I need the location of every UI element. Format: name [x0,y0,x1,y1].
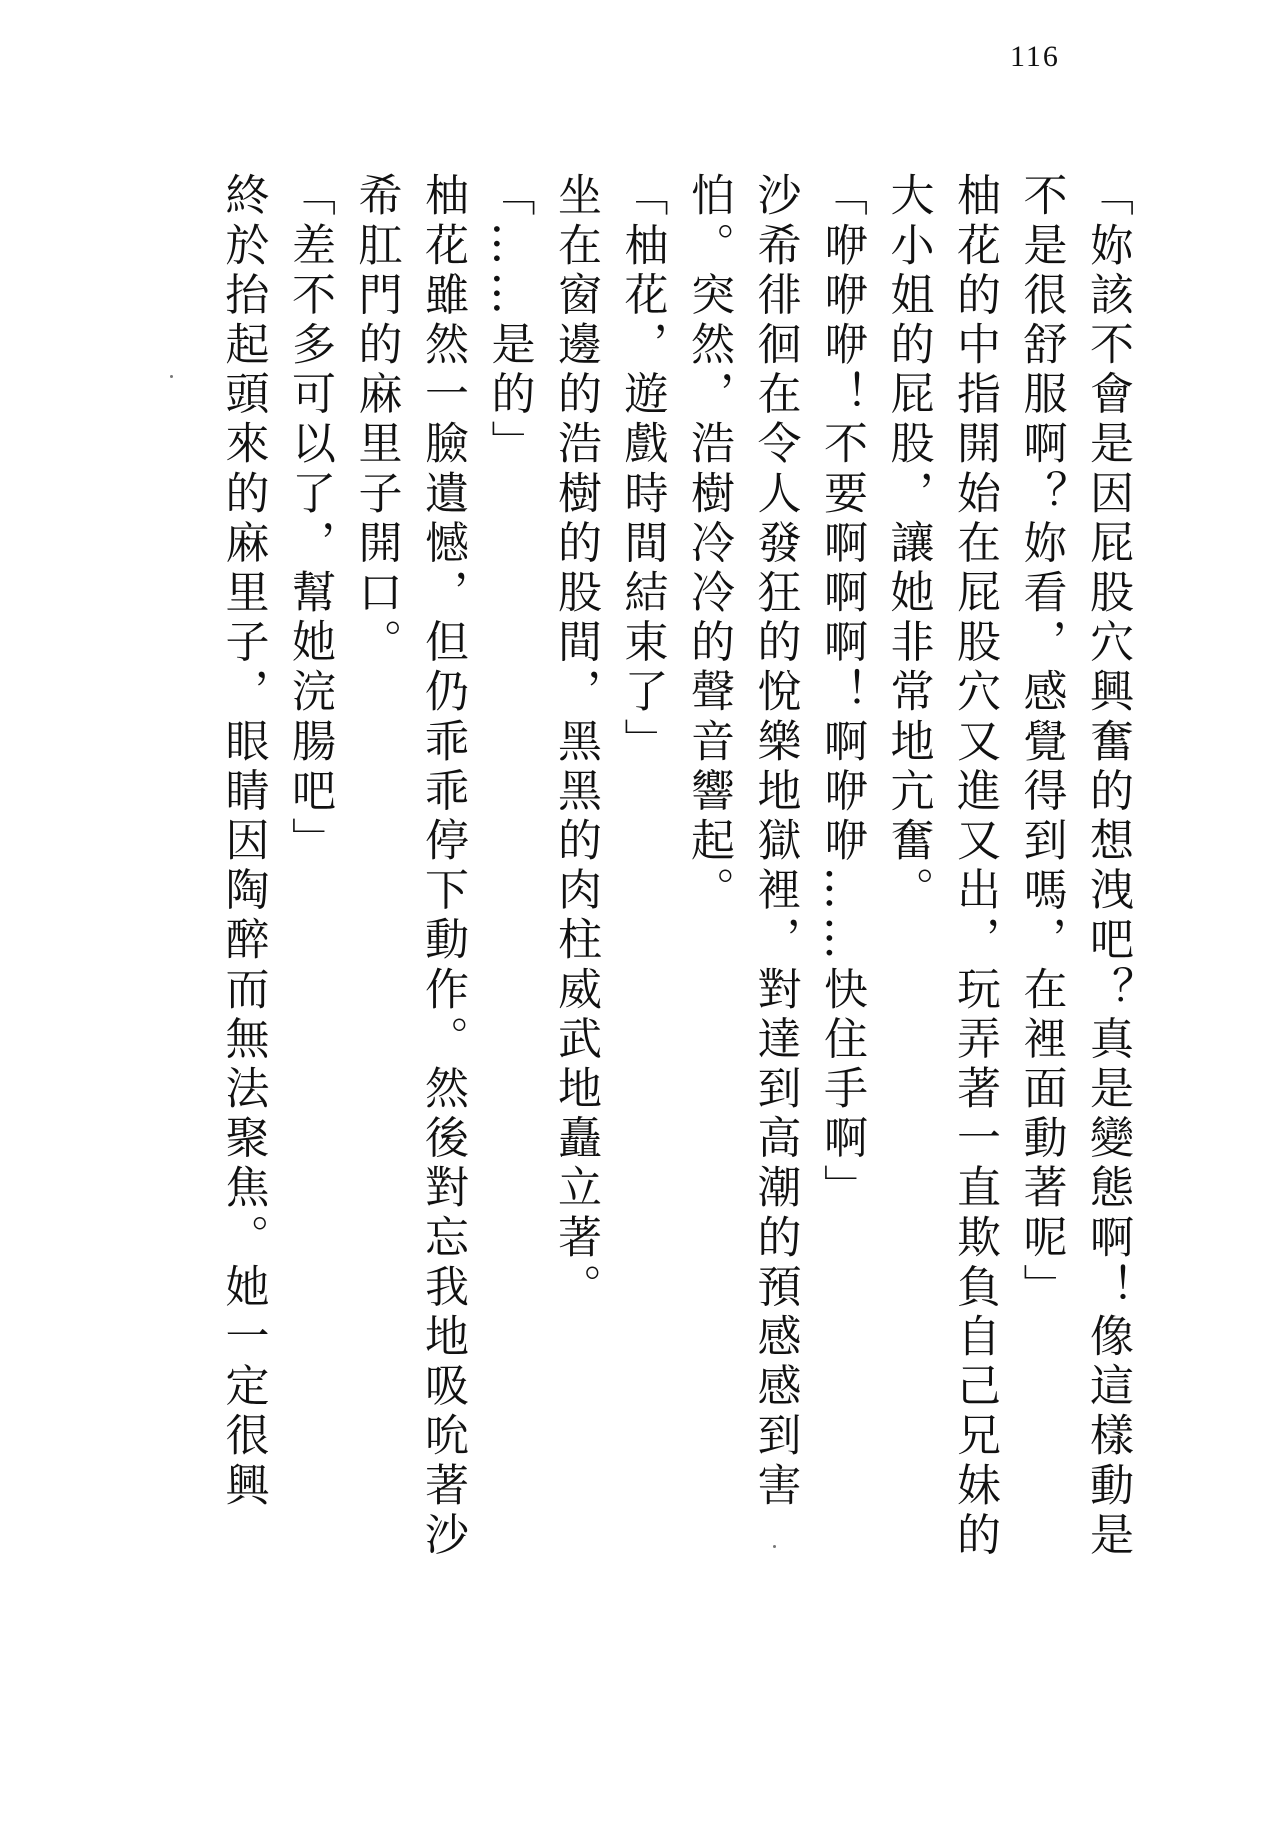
vertical-text-body [209,172,1140,1592]
text-column: 沙希徘徊在令人發狂的悅樂地獄裡，對達到高潮的預感感到害 [749,172,801,1512]
text-column: 柚花的中指開始在屁股穴又進又出，玩弄著一直欺負自己兄妹的 [949,172,1000,1561]
text-column: 大小姐的屁股，讓她非常地亢奮。 [882,172,934,916]
page-number: 116 [1010,40,1060,73]
scan-speck [773,1545,776,1548]
text-column: 「咿咿咿！不要啊啊啊！啊咿咿……快住手啊」 [816,172,867,1214]
text-column: 不是很舒服啊？妳看，感覺得到嗎，在裡面動著呢」 [1015,172,1067,1313]
text-column: 終於抬起頭來的麻里子，眼睛因陶醉而無法聚焦。她一定很興 [217,172,269,1512]
text-column: 「柚花，遊戲時間結束了」 [616,172,668,768]
text-column: 坐在窗邊的浩樹的股間，黑黑的肉柱威武地矗立著。 [550,172,601,1313]
text-column: 「妳該不會是因屁股穴興奮的想洩吧？真是變態啊！像這樣動是 [1082,172,1133,1561]
text-column: 柚花雖然一臉遺憾，但仍乖乖停下動作。然後對忘我地吸吮著沙 [417,172,468,1561]
text-column: 「……是的」 [483,172,535,470]
text-column: 怕。突然，浩樹冷冷的聲音響起。 [683,172,734,916]
scan-speck [170,375,173,378]
text-column: 「差不多可以了，幫她浣腸吧」 [284,172,335,867]
text-column: 希肛門的麻里子開口。 [350,172,402,668]
